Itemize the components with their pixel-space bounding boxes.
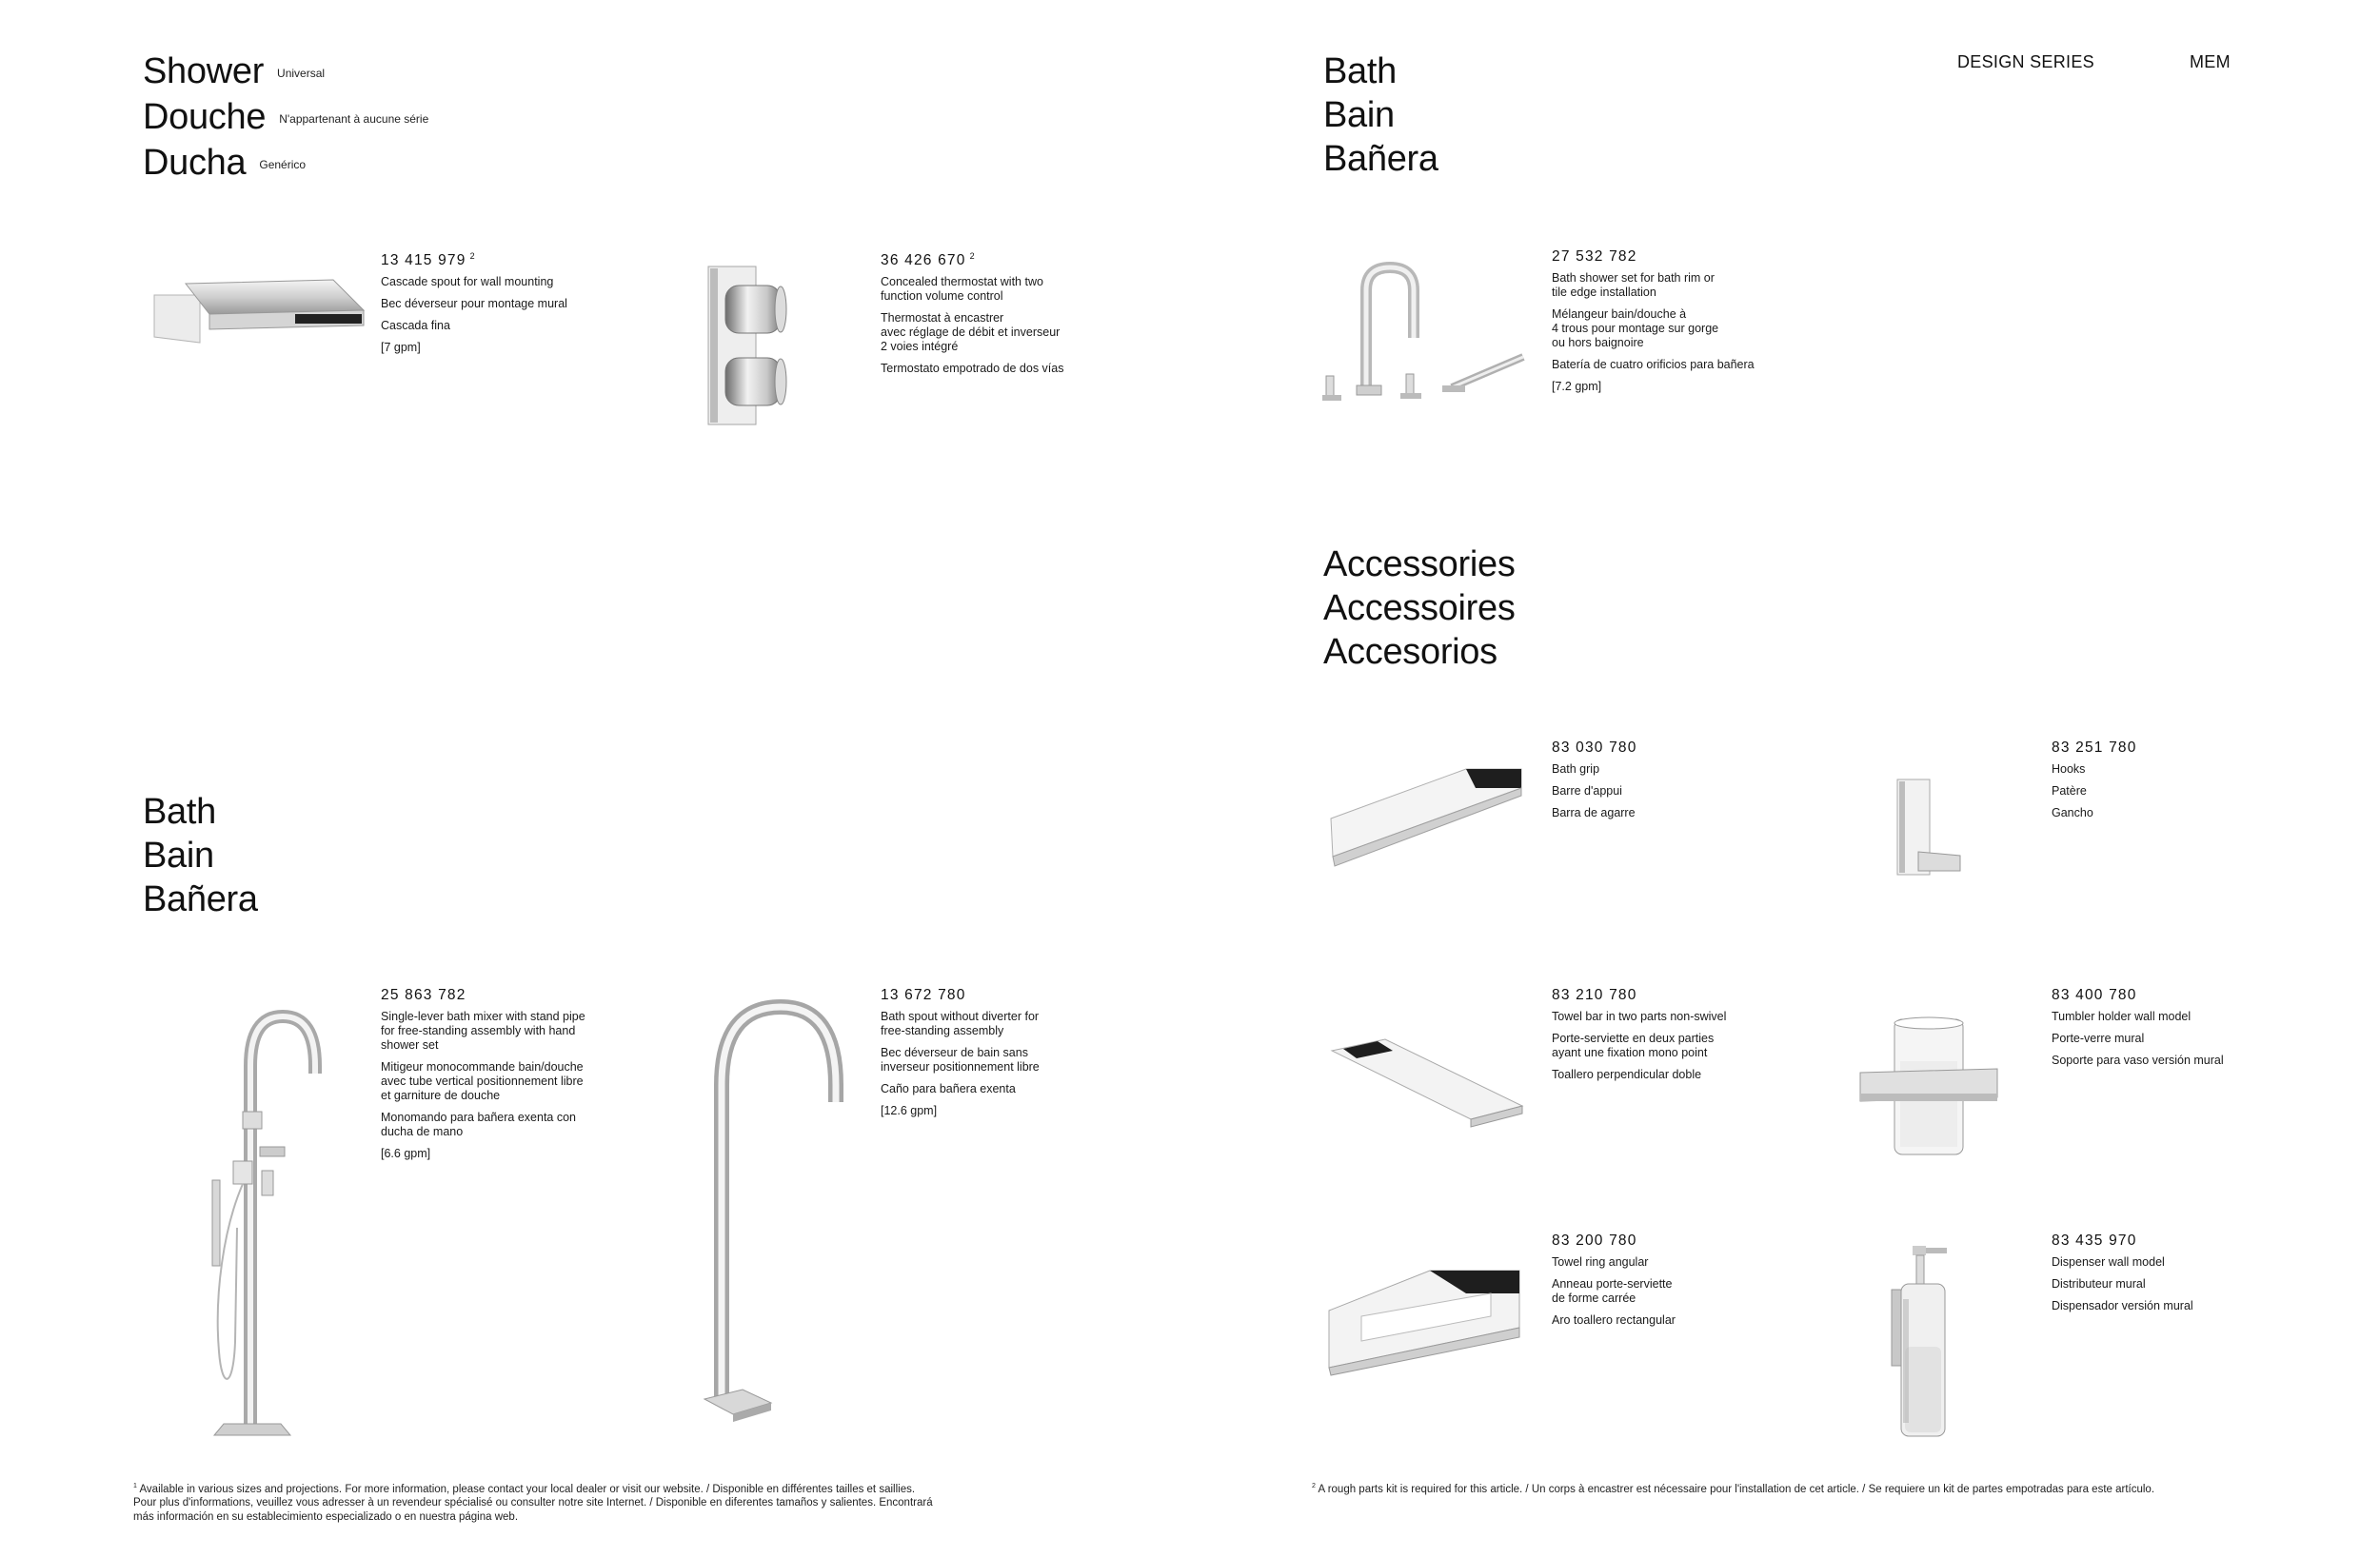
desc-fr: Thermostat à encastrer avec réglage de débit et inverseur 2 voies intégré xyxy=(881,311,1061,354)
soap-dispenser-icon xyxy=(1890,1242,1966,1444)
hook-icon xyxy=(1890,776,1966,880)
desc-es: Cascada fina xyxy=(381,319,450,333)
desc-en: Bath spout without diverter for free-standing assembly xyxy=(881,1010,1040,1037)
desc-fr: Anneau porte-serviette de forme carrée xyxy=(1552,1277,1673,1305)
heading-en: Bath xyxy=(143,792,216,832)
subtitle-en: Universal xyxy=(277,66,326,80)
desc-es: Barra de agarre xyxy=(1552,806,1636,819)
footnote-2-marker: 2 xyxy=(1312,1483,1316,1489)
product-code: 83 435 970 xyxy=(2052,1233,2137,1249)
footnote-marker: 2 xyxy=(469,251,475,261)
product-83435970 xyxy=(2052,1233,2280,1321)
footnote-2 xyxy=(1312,1480,2359,1496)
heading-en: Bath xyxy=(1323,51,1397,91)
product-code: 36 426 670 $^2$ xyxy=(881,251,975,269)
heading-es: Accesorios xyxy=(1323,632,1497,672)
footnote-1-text: Available in various sizes and projections. For more information, please contact your local dealer or visit our website. / Disponible en différentes tailles et saillies. Pour plus d'informations, veuillez vous adresser à un revendeur spécialisé ou consulter notre site Internet. / Disponible en diferentes tamaños y salientes. Encontrará más información en su establecimiento especializado o en nuestra página web. xyxy=(133,1483,933,1523)
desc-en: Tumbler holder wall model xyxy=(2052,1010,2192,1023)
heading-fr: Accessoires xyxy=(1323,588,1516,628)
footnote-marker: 2 xyxy=(969,251,975,261)
product-code: 83 210 780 xyxy=(1552,987,1637,1003)
heading-fr: Douche xyxy=(143,96,267,137)
product-36426670 xyxy=(881,249,1109,384)
accessories-heading xyxy=(1323,542,1516,674)
desc-es: Soporte para vaso versión mural xyxy=(2052,1054,2224,1067)
heading-en: Shower xyxy=(143,51,265,91)
desc-fr: Porte-verre mural xyxy=(2052,1032,2145,1045)
desc-es: Aro toallero rectangular xyxy=(1552,1313,1676,1327)
desc-fr: Barre d'appui xyxy=(1552,784,1622,798)
series-name: MEM xyxy=(2190,52,2231,71)
heading-es: Bañera xyxy=(1323,139,1438,179)
towel-ring-icon xyxy=(1323,1261,1528,1375)
product-code: 83 200 780 xyxy=(1552,1233,1637,1249)
desc-en: Towel bar in two parts non-swivel xyxy=(1552,1010,1727,1023)
desc-es: Gancho xyxy=(2052,806,2093,819)
product-83030780 xyxy=(1552,740,1780,828)
desc-fr: Bec déverseur de bain sans inverseur positionnement libre xyxy=(881,1046,1040,1074)
desc-en: Dispenser wall model xyxy=(2052,1255,2165,1269)
desc-en: Bath shower set for bath rim or tile edge installation xyxy=(1552,271,1715,299)
heading-es: Ducha xyxy=(143,142,247,183)
subtitle-es: Genérico xyxy=(259,157,307,171)
footnote-1-marker: 1 xyxy=(133,1483,137,1489)
flow-rate: [6.6 gpm] xyxy=(381,1147,431,1160)
product-13672780 xyxy=(881,988,1109,1126)
desc-es: Caño para bañera exenta xyxy=(881,1082,1016,1095)
heading-es: Bañera xyxy=(143,879,258,919)
product-83251780 xyxy=(2052,740,2280,828)
product-code: 27 532 782 xyxy=(1552,248,1637,265)
footnote-2-text: A rough parts kit is required for this article. / Un corps à encastrer est nécessaire pour l'installation de cet article. / Se requiere un kit de partes empotradas para este artículo. xyxy=(1318,1483,2155,1495)
product-27532782 xyxy=(1552,249,1780,402)
desc-en: Hooks xyxy=(2052,762,2086,776)
heading-fr: Bain xyxy=(1323,95,1395,135)
heading-en: Accessories xyxy=(1323,544,1516,584)
product-code: 13 415 979 $^2$ xyxy=(381,251,475,269)
cascade-spout-icon xyxy=(152,276,371,352)
product-code: 83 030 780 xyxy=(1552,740,1637,756)
desc-en: Concealed thermostat with two function volume control xyxy=(881,275,1043,304)
desc-en: Single-lever bath mixer with stand pipe for free-standing assembly with hand shower set xyxy=(381,1010,585,1052)
desc-en: Cascade spout for wall mounting xyxy=(381,275,554,289)
desc-fr: Mélangeur bain/douche à 4 trous pour montage sur gorge ou hors baignoire xyxy=(1552,307,1719,349)
product-13415979 xyxy=(381,249,609,363)
product-code: 83 400 780 xyxy=(2052,987,2137,1003)
desc-fr: Distributeur mural xyxy=(2052,1277,2146,1291)
flow-rate: [7 gpm] xyxy=(381,341,421,355)
desc-en: Towel ring angular xyxy=(1552,1255,1649,1269)
bath-grip-icon xyxy=(1323,761,1528,876)
desc-fr: Patère xyxy=(2052,784,2087,798)
product-83400780 xyxy=(2052,988,2280,1075)
desc-es: Monomando para bañera exenta con ducha de mano xyxy=(381,1111,577,1138)
flow-rate: [7.2 gpm] xyxy=(1552,380,1602,393)
bath-shower-set-icon xyxy=(1319,262,1537,414)
desc-es: Termostato empotrado de dos vías xyxy=(881,362,1064,376)
tumbler-holder-icon xyxy=(1856,1014,1999,1166)
desc-fr: Porte-serviette en deux parties ayant une fixation mono point xyxy=(1552,1032,1715,1059)
desc-fr: Mitigeur monocommande bain/douche avec tube vertical positionnement libre et garniture de douche xyxy=(381,1060,584,1102)
desc-en: Bath grip xyxy=(1552,762,1600,776)
freestanding-mixer-icon xyxy=(176,1009,328,1442)
towel-bar-icon xyxy=(1328,1037,1528,1128)
footnote-1 xyxy=(133,1480,1133,1524)
product-83200780 xyxy=(1552,1233,1780,1335)
shower-heading xyxy=(143,49,428,187)
desc-es: Toallero perpendicular doble xyxy=(1552,1068,1702,1081)
product-code: 13 672 780 xyxy=(881,987,966,1003)
design-series-label: DESIGN SERIES xyxy=(1957,52,2094,71)
bath-heading-left xyxy=(143,790,258,921)
desc-es: Dispensador versión mural xyxy=(2052,1299,2193,1312)
freestanding-spout-icon xyxy=(676,999,847,1432)
flow-rate: [12.6 gpm] xyxy=(881,1104,938,1117)
desc-fr: Bec déverseur pour montage mural xyxy=(381,297,567,311)
product-83210780 xyxy=(1552,988,1780,1090)
desc-es: Batería de cuatro orificios para bañera xyxy=(1552,358,1755,371)
product-25863782 xyxy=(381,988,609,1169)
heading-fr: Bain xyxy=(143,836,214,876)
subtitle-fr: N'appartenant à aucune série xyxy=(279,111,429,126)
thermostat-icon xyxy=(704,265,800,428)
product-code: 25 863 782 xyxy=(381,987,466,1003)
product-code: 83 251 780 xyxy=(2052,740,2137,756)
bath-heading-right xyxy=(1323,49,1438,181)
